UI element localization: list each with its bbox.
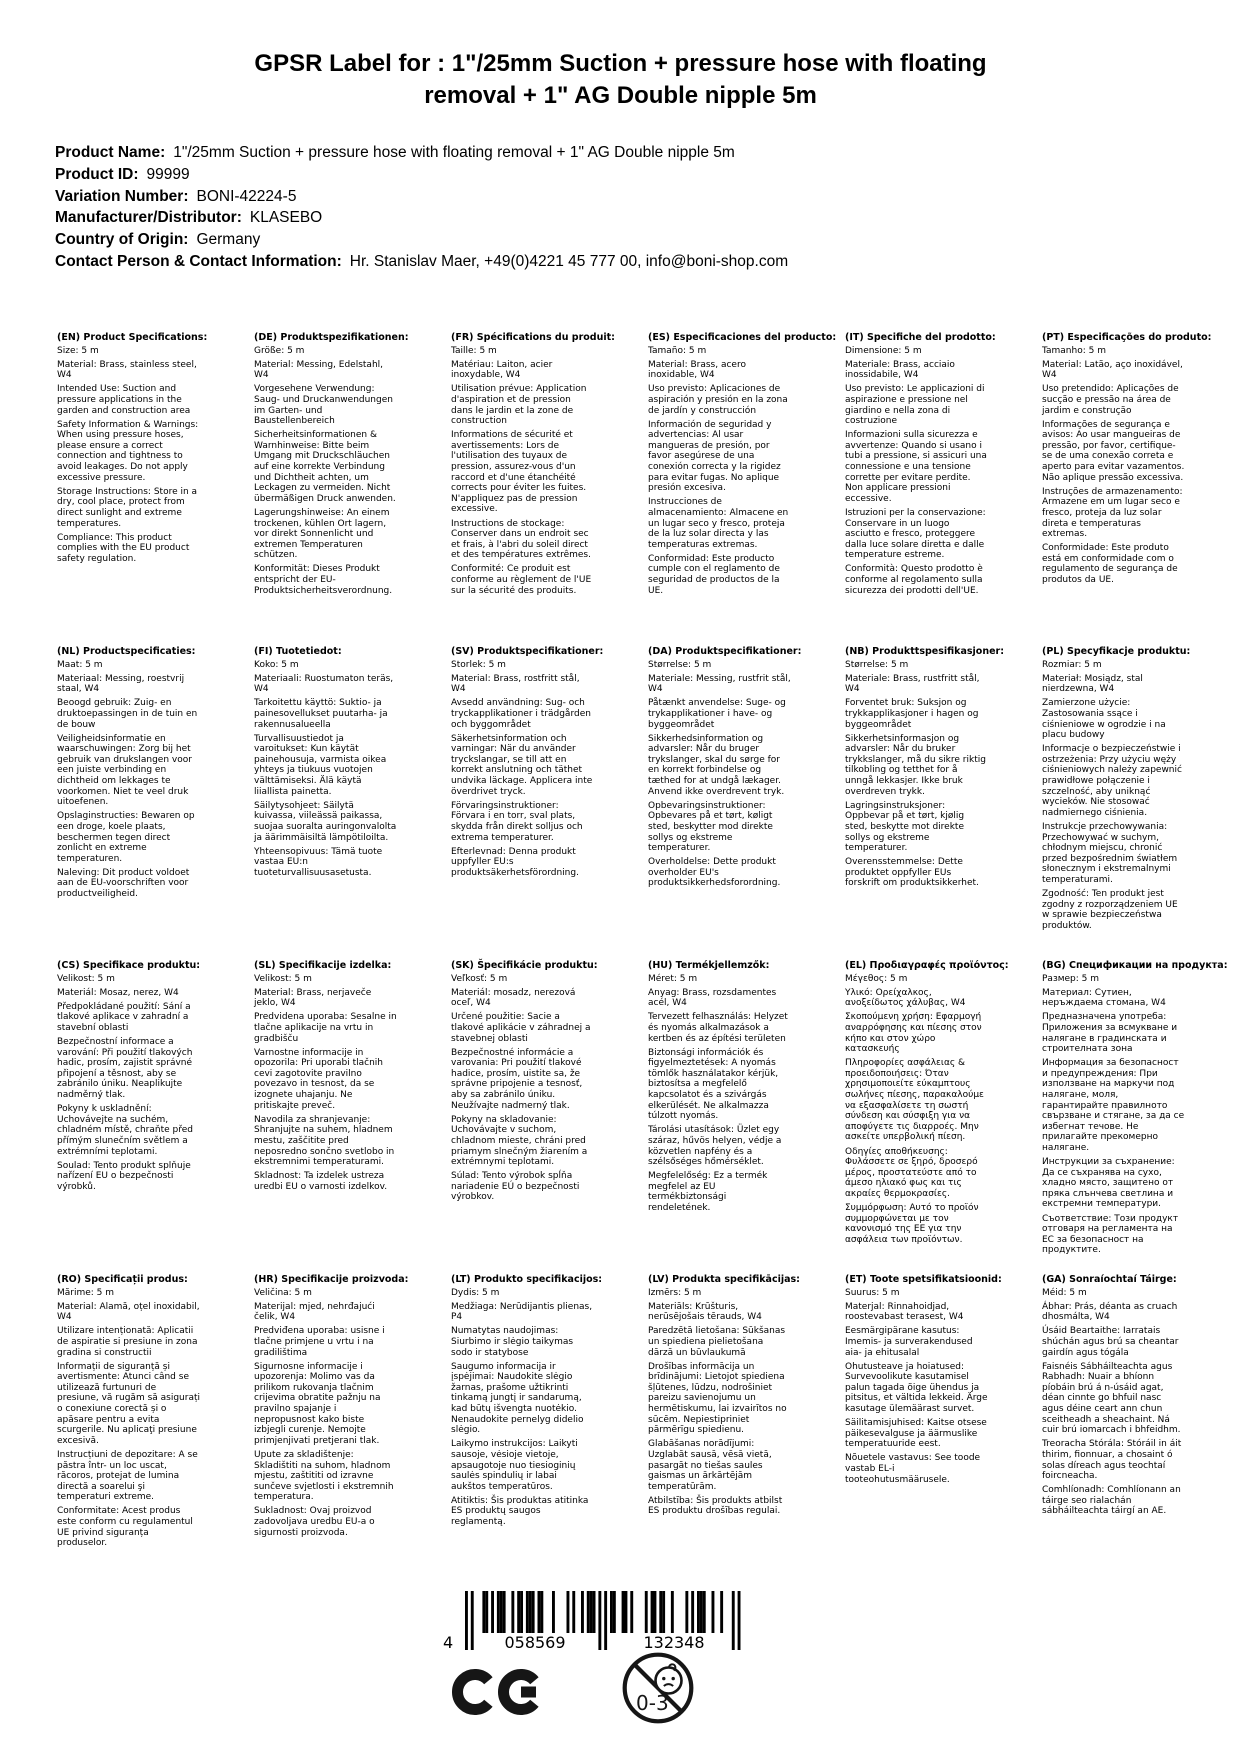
spec-paragraph: Υλικό: Ορείχαλκος, ανοξείδωτος χάλυβας, W4 [845,987,966,1009]
spec-heading: (PL) Specyfikacje produktu: [1042,646,1191,657]
spec-paragraph: Informações de segurança e avisos: Ao usar mangueiras de pressão, por favor, certifique-se de uma conexão correta e aperto para evitar vazamentos. Não aplique pressão excessiva. [1042,419,1185,483]
spec-paragraph: Istruzioni per la conservazione: Conservare in un luogo asciutto e fresco, proteggere dalla luce solare diretta e dalle temperature estreme. [845,507,986,561]
spec-paragraph: Conformitate: Acest produs este conform cu regulamentul UE privind siguranța produselor. [57,1506,193,1549]
spec-paragraph: Material: Brass, acero inoxidable, W4 [648,359,746,381]
spec-paragraph: Μέγεθος: 5 m [845,973,908,984]
spec-paragraph: Opbevaringsinstruktioner: Opbevares på et tørt, køligt sted, beskytter mod direkte sollys og ekstreme temperaturer. [648,800,773,854]
spec-paragraph: Materiaal: Messing, roestvrij staal, W4 [57,673,185,695]
spec-paragraph: Instruções de armazenamento: Armazene em um lugar seco e fresco, proteja da luz solar direta e temperaturas extremas. [1042,486,1183,540]
spec-paragraph: Upute za skladištenje: Skladištiti na suhom, hladnom mjestu, zaštititi od izravne sunčeve svjetlosti i ekstremnih temperatura. [254,1449,394,1503]
ean13-barcode [441,1591,741,1650]
spec-paragraph: Forventet bruk: Suksjon og trykkapplikasjoner i hagen og byggeområdet [845,698,979,730]
spec-paragraph: Materjal: Rinnahoidjad, roostevabast terasest, W4 [845,1301,964,1323]
barcode-digits-right: 132348 [643,1633,705,1650]
spec-paragraph: Intended Use: Suction and pressure applications in the garden and construction area [57,384,191,416]
spec-paragraph: Dydis: 5 m [451,1287,500,1298]
spec-paragraph: Informazioni sulla sicurezza e avvertenze: Quando si usano i tubi a pressione, si assicuri una connessione e una tensione corrette per evitare perdite. Non applicare pressioni eccessive. [845,430,987,504]
spec-paragraph: Úsáid Beartaithe: Iarratais shúchán agus brú sa cheantar gairdín agus tógála [1042,1326,1179,1358]
spec-block-lv [648,1275,829,1589]
spec-paragraph: Instrucciones de almacenamiento: Almacene en un lugar seco y fresco, proteja de la luz solar directa y las temperaturas extremas. [648,497,789,550]
spec-heading: (EL) Προδιαγραφές προϊόντος: [845,960,1009,971]
spec-paragraph: Förvaringsinstruktioner: Förvara i en torr, sval plats, skydda från direkt solljus och extrema temperaturer. [451,800,583,843]
spec-paragraph: Lagerungshinweise: An einem trockenen, kühlen Ort lagern, vor direkt Sonnenlicht und extremen Temperaturen schützen. [254,507,390,561]
spec-paragraph: Materiale: Messing, rustfrit stål, W4 [648,673,791,695]
spec-paragraph: Συμμόρφωση: Αυτό το προϊόν συμμορφώνεται με τον κανονισμό της ΕΕ για την ασφάλεια των προϊόντων. [845,1202,979,1245]
product-info-row [55,164,788,186]
spec-paragraph: Lagringsinstruksjoner: Oppbevar på et tørt, kjølig sted, beskytte mot direkte sollys og ekstreme temperaturer. [845,800,965,854]
spec-paragraph: Съответствие: Този продукт отговаря на регламента на ЕС за безопасност на продуктите. [1042,1213,1179,1256]
spec-block-lt [451,1275,632,1589]
baby-face-icon [656,1668,682,1694]
spec-block-ro [57,1275,238,1589]
spec-block-et [845,1275,1026,1589]
spec-paragraph: Sukladnost: Ovaj proizvod zadovoljava uredbu EU-a o sigurnosti proizvoda. [254,1506,375,1538]
product-info-row [55,142,788,164]
spec-paragraph: Tárolási utasítások: Üzlet egy száraz, hűvös helyen, védje a közvetlen napfény és a szélsőséges hőmérséklet. [648,1125,782,1168]
spec-paragraph: Beoogd gebruik: Zuig- en druktoepassingen in de tuin en de bouw [57,698,198,730]
spec-heading: (CS) Specifikace produktu: [57,960,201,971]
spec-block-nl [57,647,238,961]
product-info-row [55,251,788,273]
spec-heading: (NL) Productspecificaties: [57,646,196,657]
spec-paragraph: Materiał: Mosiądz, stal nierdzewna, W4 [1042,673,1143,695]
spec-paragraph: Atbilstība: Šis produkts atbilst ES produktu drošības regulai. [648,1495,783,1517]
spec-paragraph: Tarkoitettu käyttö: Suktio- ja painesovellukset puutarha- ja rakennusalueella [254,698,388,730]
spec-paragraph: Overholdelse: Dette produkt overholder EU's produktsikkerhedsforordning. [648,857,781,889]
spec-heading: (RO) Specificații produs: [57,1274,188,1285]
product-info-value: Germany [196,231,261,249]
spec-paragraph: Pokyny na skladovanie: Uchovávajte v suchom, chladnom mieste, chráni pred priamym slnečným žiarením a extrémnymi teplotami. [451,1114,588,1168]
spec-paragraph: Informații de siguranță și avertismente: Atunci când se utilizează furtunuri de presiune, vă rugăm să asigurați o conexiune corectă și o apăsare pentru a evita scurgerile. Nu aplicaţi presiune excesivă. [57,1361,201,1446]
spec-paragraph: Matériau: Laiton, acier inoxydable, W4 [451,359,553,381]
spec-paragraph: Megfelelőség: Ez a termék megfelel az EU termékbiztonsági rendeletének. [648,1171,768,1213]
product-info-label: Product ID: [55,165,139,183]
product-info-value: 99999 [146,165,190,183]
spec-block-nb [845,647,1026,961]
spec-block-bg [1042,960,1228,1275]
spec-heading: (SL) Specifikacije izdelka: [254,960,392,971]
spec-paragraph: Zamierzone użycie: Zastosowania ssące i ciśnieniowe w ogrodzie i na placu budowy [1042,698,1166,741]
spec-paragraph: Rozmiar: 5 m [1042,659,1102,670]
spec-paragraph: Инструкции за съхранение: Да се съхранява на сухо, хладно място, защитено от пряка слънчева светлина и екстремни температури. [1042,1157,1175,1210]
spec-paragraph: Предназначена употреба: Приложения за всмукване и налягане в градинската и строителната зона [1042,1012,1178,1055]
spec-block-el [845,961,1026,1275]
product-info [55,142,788,273]
spec-paragraph: Paredzētā lietošana: Sūkšanas un spiediena pielietošana dārzā un būvlaukumā [648,1326,786,1358]
spec-paragraph: Koko: 5 m [254,659,299,670]
spec-block-hr [254,1275,435,1589]
spec-paragraph: Utilizare intenționată: Aplicatii de aspiratie si presiune in zona gradina si constructii [57,1326,198,1358]
spec-paragraph: Ohutusteave ja hoiatused: Survevoolikute kasutamisel palun tagada õige ühendus ja pitsitus, et vältida lekkeid. Ärge kasutage ülemäärast survet. [845,1361,988,1415]
spec-paragraph: Storlek: 5 m [451,659,506,670]
product-info-value: KLASEBO [249,209,323,227]
spec-block-en [57,333,238,647]
barcode-digits-left: 058569 [504,1633,566,1650]
page-title-line1: GPSR Label for : 1"/25mm Suction + pressure hose with floating [254,50,987,77]
spec-paragraph: Säilitamisjuhised: Kaitse otsese päikesevalguse ja äärmuslike temperatuuride eest. [845,1418,987,1450]
spec-heading: (IT) Specifiche del prodotto: [845,332,996,343]
spec-paragraph: Určené použitie: Sacie a tlakové aplikácie v záhradnej a stavebnej oblasti [451,1012,591,1044]
spec-paragraph: Súlad: Tento výrobok spĺňa nariadenie EÚ o bezpečnosti výrobkov. [451,1171,580,1203]
spec-paragraph: Πληροφορίες ασφάλειας & προειδοποιήσεις: Όταν χρησιμοποιείτε εύκαμπτους σωλήνες πίεσης, παρακαλούμε να εξασφαλίσετε τη σωστή σύνδεση και σύσφιξη για να αποφύγετε τις διαρροές. Μην ασκείτε υπερβολική πίεση. [845,1058,984,1143]
spec-paragraph: Veličina: 5 m [254,1287,312,1298]
spec-heading: (NB) Produkttspesifikasjoner: [845,646,1005,657]
spec-heading: (ES) Especificaciones del producto: [648,332,837,343]
spec-paragraph: Sigurnosne informacije i upozorenja: Molimo vas da prilikom rukovanja tlačnim crijevima obratite pažnju na pravilno spajanje i nepropusnost kako biste izbjegli curenje. Nemojte primjenjivati pretjerani tlak. [254,1361,381,1446]
spec-paragraph: Uso pretendido: Aplicações de sucção e pressão na área de jardim e construção [1042,384,1179,416]
spec-paragraph: Material: Brass, stainless steel, W4 [57,359,197,381]
product-info-row [55,207,788,229]
spec-paragraph: Zgodność: Ten produkt jest zgodny z rozporządzeniem UE w sprawie bezpieczeństwa produktów. [1042,888,1178,931]
spec-paragraph: Materiale: Brass, acciaio inossidabile, W4 [845,359,955,381]
spec-grid [57,332,1228,1589]
spec-paragraph: Biztonsági információk és figyelmeztetések: A nyomás tömlők használatakor kérjük, biztosítsa a megfelelő kapcsolatot és a szivárgás elkerülését. Ne alkalmazza túlzott nyomás. [648,1047,779,1122]
spec-paragraph: Conformidad: Este producto cumple con el reglamento de seguridad de productos de la UE. [648,553,780,596]
spec-paragraph: Información de seguridad y advertencias: Al usar mangueras de presión, por favor asegúrese de una conexión correcta y la rigidez para evitar fugas. No aplique presión excesiva. [648,419,781,494]
spec-paragraph: Conformité: Ce produit est conforme au règlement de l'UE sur la sécurité des produits. [451,564,592,596]
spec-heading: (ET) Toote spetsifikatsioonid: [845,1274,1002,1285]
product-info-value: 1"/25mm Suction + pressure hose with floating removal + 1" AG Double nipple 5m [173,144,735,161]
spec-heading: (HU) Termékjellemzők: [648,960,770,971]
spec-heading: (PT) Especificações do produto: [1042,332,1212,343]
product-info-label: Country of Origin: [55,231,189,249]
spec-paragraph: Materiaali: Ruostumaton teräs, W4 [254,673,394,695]
spec-heading: (BG) Спецификации на продукта: [1042,960,1228,971]
spec-paragraph: Materiál: mosadz, nerezová oceľ, W4 [451,987,576,1009]
spec-paragraph: Konformität: Dieses Produkt entspricht der EU-Produktsicherheitsverordnung. [254,564,393,596]
spec-paragraph: Instrukcje przechowywania: Przechowywać w suchym, chłodnym miejscu, chronić przed bezpośrednim światłem słonecznym i ekstremalnymi temperaturami. [1042,821,1178,885]
spec-block-it [845,333,1026,647]
spec-paragraph: Varnostne informacije in opozorila: Pri uporabi tlačnih cevi zagotovite pravilno povezavo in tesnost, da se izognete uhajanju. Ne pritiskajte preveč. [254,1047,384,1111]
spec-paragraph: Skladnost: Ta izdelek ustreza uredbi EU o varnosti izdelkov. [254,1171,388,1192]
spec-block-sl [254,961,435,1275]
spec-paragraph: Eesmärgipärane kasutus: Imemis- ja surverakendused aia- ja ehitusalal [845,1326,973,1358]
spec-heading: (DA) Produktspecifikationer: [648,646,802,657]
spec-paragraph: Instrucțiuni de depozitare: A se păstra într- un loc uscat, răcoros, protejat de lumina directă a soarelui şi temperaturi extreme. [57,1449,198,1503]
spec-paragraph: Saugumo informacija ir įspėjimai: Naudokite slėgio žarnas, prašome užtikrinti tinkamą jungtį ir sandarumą, kad būtų išvengta nuotėkio. Nenaudokite pernelyg didelio slėgio. [451,1361,584,1436]
spec-paragraph: Ábhar: Prás, déanta as cruach dhosmálta, W4 [1042,1301,1178,1323]
spec-paragraph: Laikymo instrukcijos: Laikyti sausoje, vėsioje vietoje, apsaugotoje nuo tiesioginių saulės spindulių ir labai aukštos temperatūros. [451,1439,578,1492]
spec-paragraph: Dimensione: 5 m [845,345,922,356]
product-info-label: Manufacturer/Distributor: [55,209,242,227]
spec-paragraph: Faisnéis Sábháilteachta agus Rabhadh: Nuair a bhíonn píobáin brú á n-úsáid agat, déan cinnte go bhfuil nasc agus déine ceart ann chun sceitheadh a sheachaint. Ná cuir brú iomarcach i bhfeidhm. [1042,1361,1181,1436]
ce-mark-icon [452,1662,544,1722]
spec-paragraph: Avsedd användning: Sug- och tryckapplikationer i trädgården och byggområdet [451,698,591,730]
spec-paragraph: Material: Alamă, oțel inoxidabil, W4 [57,1301,200,1323]
spec-paragraph: Treoracha Stórála: Stóráil in áit thirim, fionnuar, a chosaint ó solas díreach agus teochtaí foircneacha. [1042,1439,1182,1482]
spec-paragraph: Størrelse: 5 m [845,659,909,670]
spec-paragraph: Vorgesehene Verwendung: Saug- und Druckanwendungen im Garten- und Baustellenbereich [254,384,393,427]
spec-paragraph: Tervezett felhasználás: Helyzet és nyomás alkalmazások a kertben és az építési területen [648,1012,788,1044]
spec-heading: (SV) Produktspecifikationer: [451,646,604,657]
spec-paragraph: Overensstemmelse: Dette produktet oppfyller EUs forskrift om produktsikkerhet. [845,857,979,889]
spec-heading: (EN) Product Specifications: [57,332,208,343]
spec-paragraph: Uso previsto: Le applicazioni di aspirazione e pressione nel giardino e nella zona di costruzione [845,384,985,427]
spec-paragraph: Bezpečnostní informace a varování: Při použití tlakových hadic, prosím, zajistit správné připojení a těsnost, aby se zabránilo úniku. Neaplikujte nadměrný tlak. [57,1037,193,1101]
spec-paragraph: Predviđena uporaba: usisne i tlačne primjene u vrtu i na gradilištima [254,1326,385,1358]
spec-paragraph: Pokyny k uskladnění: Uchovávejte na suchém, chladném místě, chraňte před přímým slunečním světlem a extrémními teplotami. [57,1104,193,1157]
spec-paragraph: Turvallisuustiedot ja varoitukset: Kun käytät painehousuja, varmista oikea yhteys ja tiukuus vuotojen välttämiseksi. Älä käytä liiallista painetta. [254,733,387,797]
spec-paragraph: Nõuetele vastavus: See toode vastab EL-i tooteohutusmäärusele. [845,1453,981,1485]
product-info-label: Variation Number: [55,187,189,205]
spec-paragraph: Safety Information & Warnings: When using pressure hoses, please ensure a correct connection and tightness to avoid leakages. Do not apply excessive pressure. [57,419,199,483]
spec-heading: (LT) Produkto specifikacijos: [451,1274,603,1285]
spec-block-es [648,332,837,647]
spec-paragraph: Påtænkt anvendelse: Suge- og trykapplikationer i have- og byggeområdet [648,698,786,730]
spec-paragraph: Medžiaga: Nerūdijantis plienas, P4 [451,1301,593,1323]
spec-heading: (LV) Produkta specifikācijas: [648,1274,800,1285]
spec-paragraph: Méret: 5 m [648,973,698,984]
spec-paragraph: Sikkerhetsinformasjon og advarsler: Når du bruker trykkslanger, må du sikre riktig tilkobling og tetthet for å unngå lekkasjer. Ikke bruk overdreven trykk. [845,733,986,797]
spec-paragraph: Uso previsto: Aplicaciones de aspiración y presión en la zona de jardín y construcción [648,384,788,416]
product-info-label: Contact Person & Contact Information: [55,252,342,270]
spec-paragraph: Compliance: This product complies with the EU product safety regulation. [57,532,190,564]
barcode-digit-first: 4 [443,1633,454,1650]
spec-paragraph: Glabāšanas norādījumi: Uzglabāt sausā, vēsā vietā, pasargāt no tiešas saules gaismas un ārkārtējām temperatūrām. [648,1439,772,1492]
spec-paragraph: Mărime: 5 m [57,1287,115,1298]
spec-heading: (FR) Spécifications du produit: [451,332,615,343]
spec-paragraph: Maat: 5 m [57,659,103,670]
spec-block-da [648,647,829,961]
spec-paragraph: Drošības informācija un brīdinājumi: Lietojot spiediena šļūtenes, lūdzu, nodrošiniet pareizu savienojumu un hermētiskumu, lai izvairītos no sūcēm. Nepiestipriniet pārmērīgu spiedienu. [648,1361,787,1436]
spec-paragraph: Naleving: Dit product voldoet aan de EU-voorschriften voor productveiligheid. [57,867,190,899]
spec-paragraph: Informations de sécurité et avertissements: Lors de l'utilisation des tuyaux de pression, assurez-vous d'un raccord et d'une étanchéité corrects pour éviter les fuites. N'appliquez pas de pression excessive. [451,430,587,515]
product-info-value: Hr. Stanislav Maer, +49(0)4221 45 777 00, info@boni-shop.com [349,252,789,270]
spec-paragraph: Sicherheitsinformationen & Warnhinweise: Bitte beim Umgang mit Druckschläuchen auf eine korrekte Verbindung und Dichtheit achten, um Leckagen zu vermeiden. Nicht übermäßigen Druck anwenden. [254,430,396,504]
spec-paragraph: Bezpečnostné informácie a varovania: Pri použití tlakové hadice, prosím, uistite sa, že správne pripojenie a tesnosť, aby sa zabránilo úniku. Neužívajte nadmerný tlak. [451,1047,583,1111]
spec-paragraph: Comhlíonadh: Comhlíonann an táirge seo rialachán sábháilteachta táirgí an AE. [1042,1485,1181,1517]
spec-paragraph: Veľkosť: 5 m [451,973,508,984]
product-info-value: BONI-42224-5 [196,187,297,205]
spec-paragraph: Předpokládané použití: Sání a tlakové aplikace v zahradní a stavební oblasti [57,1001,191,1033]
spec-paragraph: Material: Messing, Edelstahl, W4 [254,359,384,381]
spec-paragraph: Efterlevnad: Denna produkt uppfyller EU:s produktsäkerhetsförordning. [451,846,579,878]
spec-paragraph: Anyag: Brass, rozsdamentes acél, W4 [648,987,777,1009]
spec-paragraph: Izmērs: 5 m [648,1287,702,1298]
product-info-row [55,186,788,208]
spec-block-sk [451,961,632,1275]
spec-block-sv [451,647,632,961]
age-warning-label: 0-3 [636,1691,669,1715]
spec-paragraph: Размер: 5 m [1042,973,1100,984]
spec-heading: (GA) Sonraíochtaí Táirge: [1042,1274,1177,1285]
spec-paragraph: Utilisation prévue: Application d'aspiration et de pression dans le jardin et la zone de construction [451,384,587,427]
page-title [0,48,1241,112]
spec-paragraph: Taille: 5 m [451,345,497,356]
spec-paragraph: Materiāls: Krūšturis, nerūsējošais tērauds, W4 [648,1301,762,1323]
spec-paragraph: Material: Brass, rostfritt stål, W4 [451,673,580,695]
spec-block-fr [451,333,632,647]
spec-paragraph: Material: Latão, aço inoxidável, W4 [1042,359,1183,381]
spec-paragraph: Velikost: 5 m [254,973,312,984]
spec-paragraph: Storage Instructions: Store in a dry, cool place, protect from direct sunlight and extreme temperatures. [57,486,198,529]
spec-paragraph: Conformidade: Este produto está em conformidade com o regulamento de segurança de produtos da UE. [1042,543,1178,585]
product-info-row [55,229,788,251]
spec-paragraph: Material: Brass, nerjaveče jeklo, W4 [254,987,372,1009]
spec-paragraph: Informacje o bezpieczeństwie i ostrzeżenia: Przy użyciu węży ciśnieniowych należy zapewnić prawidłowe połączenie i szczelność, aby uniknąć wycieków. Nie stosować nadmiernego ciśnienia. [1042,744,1182,818]
spec-paragraph: Materijal: mjed, nehrđajući čelik, W4 [254,1301,375,1323]
spec-paragraph: Größe: 5 m [254,345,305,356]
spec-block-pl [1042,647,1223,961]
spec-paragraph: Säilytysohjeet: Säilytä kuivassa, viileässä paikassa, suojaa suoralta auringonvalolta ja äärimmäisiltä lämpötiloilta. [254,800,397,843]
spec-paragraph: Tamanho: 5 m [1042,345,1106,356]
spec-paragraph: Opslaginstructies: Bewaren op een droge, koele plaats, beschermen tegen direct zonlicht en extreme temperaturen. [57,811,195,864]
spec-paragraph: Sikkerhedsinformation og advarsler: Når du bruger trykslanger, skal du sørge for en korrekt forbindelse og tæthed for at undgå lækager. Anvend ikke overdrevent tryk. [648,733,785,797]
product-info-label: Product Name: [55,144,166,161]
spec-paragraph: Materiál: Mosaz, nerez, W4 [57,987,179,998]
spec-paragraph: Yhteensopivuus: Tämä tuote vastaa EU:n tuoteturvallisuusasetusta. [254,846,383,878]
spec-block-de [254,333,435,647]
spec-heading: (SK) Špecifikácie produktu: [451,960,598,971]
spec-block-ga [1042,1275,1223,1589]
spec-paragraph: Tamaño: 5 m [648,345,707,356]
spec-paragraph: Méid: 5 m [1042,1287,1087,1298]
spec-paragraph: Οδηγίες αποθήκευσης: Φυλάσσετε σε ξηρό, δροσερό μέρος, προστατεύστε από το άμεσο ηλιακό φως και τις ακραίες θερμοκρασίες. [845,1146,978,1199]
spec-block-hu [648,961,829,1275]
spec-paragraph: Σκοπούμενη χρήση: Εφαρμογή αναρρόφησης και πίεσης στον κήπο και στον χώρο κατασκευής [845,1012,982,1055]
spec-paragraph: Soulad: Tento produkt splňuje nařízení EU o bezpečnosti výrobků. [57,1160,191,1192]
spec-paragraph: Materiale: Brass, rustfritt stål, W4 [845,673,980,695]
spec-paragraph: Numatytas naudojimas: Siurbimo ir slėgio taikymas sodo ir statybose [451,1326,574,1358]
spec-paragraph: Velikost: 5 m [57,973,115,984]
spec-paragraph: Conformità: Questo prodotto è conforme al regolamento sulla sicurezza dei prodotti dell'UE. [845,564,983,596]
age-warning-0-3-icon [621,1651,695,1725]
spec-paragraph: Suurus: 5 m [845,1287,900,1298]
spec-paragraph: Veiligheidsinformatie en waarschuwingen: Zorg bij het gebruik van drukslangen voor een juiste verbinding en dichtheid om lekkages te voorkomen. Niet te veel druk uitoefenen. [57,733,192,808]
spec-paragraph: Predvidena uporaba: Sesalne in tlačne aplikacije na vrtu in gradbišču [254,1012,397,1044]
spec-paragraph: Instructions de stockage: Conserver dans un endroit sec et frais, à l'abri du soleil direct et des températures extrêmes. [451,518,591,561]
spec-heading: (FI) Tuotetiedot: [254,646,342,657]
spec-heading: (DE) Produktspezifikationen: [254,332,409,343]
spec-paragraph: Size: 5 m [57,345,99,356]
spec-paragraph: Информация за безопасност и предупреждения: При използване на маркучи под налягане, моля, гарантирайте правилното свързване и стягане, за да се избегнат течове. Не прилагайте прекомерно налягане. [1042,1058,1185,1153]
spec-block-cs [57,961,238,1275]
spec-paragraph: Atitiktis: Šis produktas atitinka ES produktų saugos reglamentą. [451,1495,589,1527]
spec-paragraph: Størrelse: 5 m [648,659,712,670]
spec-paragraph: Материал: Сутиен, неръждаема стомана, W4 [1042,987,1166,1009]
spec-block-fi [254,647,435,961]
spec-paragraph: Navodila za shranjevanje: Shranjujte na suhem, hladnem mestu, zaščitite pred neposredno sončno svetlobo in ekstremnimi temperaturami. [254,1114,395,1168]
spec-heading: (HR) Specifikacije proizvoda: [254,1274,409,1285]
spec-block-pt [1042,333,1223,647]
page-title-line2: removal + 1" AG Double nipple 5m [424,82,817,109]
spec-paragraph: Säkerhetsinformation och varningar: När du använder tryckslangar, se till att en korrekt anslutning och täthet undvika läckage. Applicera inte överdrivet tryck. [451,733,593,797]
